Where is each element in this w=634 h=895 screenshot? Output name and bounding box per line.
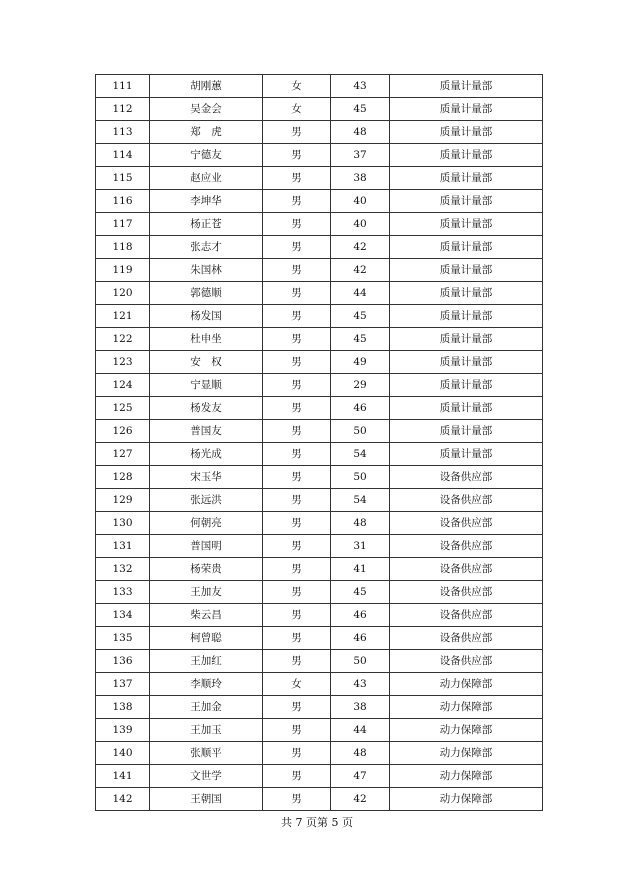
table-row bbox=[96, 305, 543, 328]
row-number-cell: 131 bbox=[96, 535, 150, 558]
gender-cell: 男 bbox=[263, 420, 331, 443]
table-row bbox=[96, 167, 543, 190]
name-cell: 普国明 bbox=[150, 535, 263, 558]
name-cell: 王加金 bbox=[150, 696, 263, 719]
table-row bbox=[96, 512, 543, 535]
row-number-cell: 120 bbox=[96, 282, 150, 305]
name-cell: 郑 虎 bbox=[150, 121, 263, 144]
department-cell: 设备供应部 bbox=[390, 604, 543, 627]
table-row bbox=[96, 742, 543, 765]
name-cell: 李坤华 bbox=[150, 190, 263, 213]
table-row bbox=[96, 351, 543, 374]
name-cell: 普国友 bbox=[150, 420, 263, 443]
department-cell: 质量计量部 bbox=[390, 351, 543, 374]
name-cell: 王朝国 bbox=[150, 788, 263, 811]
gender-cell: 男 bbox=[263, 581, 331, 604]
gender-cell: 女 bbox=[263, 673, 331, 696]
gender-cell: 女 bbox=[263, 75, 331, 98]
row-number-cell: 141 bbox=[96, 765, 150, 788]
name-cell: 杜申坐 bbox=[150, 328, 263, 351]
age-cell: 50 bbox=[331, 466, 390, 489]
table-row bbox=[96, 650, 543, 673]
gender-cell: 男 bbox=[263, 742, 331, 765]
name-cell: 宁德友 bbox=[150, 144, 263, 167]
department-cell: 动力保障部 bbox=[390, 765, 543, 788]
roster-table bbox=[95, 74, 543, 811]
name-cell: 李顺玲 bbox=[150, 673, 263, 696]
table-row bbox=[96, 328, 543, 351]
age-cell: 38 bbox=[331, 167, 390, 190]
age-cell: 29 bbox=[331, 374, 390, 397]
row-number-cell: 130 bbox=[96, 512, 150, 535]
row-number-cell: 132 bbox=[96, 558, 150, 581]
row-number-cell: 115 bbox=[96, 167, 150, 190]
table-row bbox=[96, 282, 543, 305]
department-cell: 动力保障部 bbox=[390, 788, 543, 811]
department-cell: 动力保障部 bbox=[390, 719, 543, 742]
name-cell: 宁显顺 bbox=[150, 374, 263, 397]
name-cell: 王加友 bbox=[150, 581, 263, 604]
table-row bbox=[96, 489, 543, 512]
table-row bbox=[96, 581, 543, 604]
gender-cell: 男 bbox=[263, 259, 331, 282]
age-cell: 48 bbox=[331, 742, 390, 765]
age-cell: 37 bbox=[331, 144, 390, 167]
name-cell: 胡刚蕙 bbox=[150, 75, 263, 98]
table-row bbox=[96, 397, 543, 420]
table-row bbox=[96, 75, 543, 98]
table-row bbox=[96, 788, 543, 811]
department-cell: 质量计量部 bbox=[390, 397, 543, 420]
age-cell: 47 bbox=[331, 765, 390, 788]
row-number-cell: 126 bbox=[96, 420, 150, 443]
name-cell: 宋玉华 bbox=[150, 466, 263, 489]
name-cell: 王加玉 bbox=[150, 719, 263, 742]
table-row bbox=[96, 213, 543, 236]
name-cell: 杨发国 bbox=[150, 305, 263, 328]
table-row bbox=[96, 719, 543, 742]
department-cell: 设备供应部 bbox=[390, 512, 543, 535]
name-cell: 何朝亮 bbox=[150, 512, 263, 535]
gender-cell: 男 bbox=[263, 236, 331, 259]
department-cell: 质量计量部 bbox=[390, 259, 543, 282]
gender-cell: 男 bbox=[263, 397, 331, 420]
department-cell: 质量计量部 bbox=[390, 213, 543, 236]
department-cell: 质量计量部 bbox=[390, 305, 543, 328]
age-cell: 46 bbox=[331, 627, 390, 650]
department-cell: 质量计量部 bbox=[390, 75, 543, 98]
table-row bbox=[96, 259, 543, 282]
age-cell: 50 bbox=[331, 650, 390, 673]
age-cell: 44 bbox=[331, 719, 390, 742]
age-cell: 54 bbox=[331, 489, 390, 512]
name-cell: 杨光成 bbox=[150, 443, 263, 466]
table-row bbox=[96, 443, 543, 466]
row-number-cell: 138 bbox=[96, 696, 150, 719]
name-cell: 安 权 bbox=[150, 351, 263, 374]
row-number-cell: 123 bbox=[96, 351, 150, 374]
name-cell: 吴金会 bbox=[150, 98, 263, 121]
gender-cell: 男 bbox=[263, 535, 331, 558]
gender-cell: 男 bbox=[263, 190, 331, 213]
row-number-cell: 118 bbox=[96, 236, 150, 259]
gender-cell: 男 bbox=[263, 788, 331, 811]
age-cell: 40 bbox=[331, 213, 390, 236]
age-cell: 43 bbox=[331, 75, 390, 98]
row-number-cell: 136 bbox=[96, 650, 150, 673]
gender-cell: 男 bbox=[263, 351, 331, 374]
gender-cell: 男 bbox=[263, 443, 331, 466]
gender-cell: 男 bbox=[263, 121, 331, 144]
age-cell: 31 bbox=[331, 535, 390, 558]
row-number-cell: 139 bbox=[96, 719, 150, 742]
department-cell: 动力保障部 bbox=[390, 742, 543, 765]
age-cell: 45 bbox=[331, 98, 390, 121]
row-number-cell: 122 bbox=[96, 328, 150, 351]
row-number-cell: 129 bbox=[96, 489, 150, 512]
gender-cell: 男 bbox=[263, 466, 331, 489]
department-cell: 质量计量部 bbox=[390, 98, 543, 121]
gender-cell: 男 bbox=[263, 719, 331, 742]
name-cell: 张远洪 bbox=[150, 489, 263, 512]
gender-cell: 男 bbox=[263, 167, 331, 190]
department-cell: 动力保障部 bbox=[390, 696, 543, 719]
name-cell: 文世学 bbox=[150, 765, 263, 788]
gender-cell: 男 bbox=[263, 305, 331, 328]
gender-cell: 男 bbox=[263, 512, 331, 535]
age-cell: 42 bbox=[331, 788, 390, 811]
department-cell: 设备供应部 bbox=[390, 466, 543, 489]
department-cell: 质量计量部 bbox=[390, 144, 543, 167]
name-cell: 杨正苍 bbox=[150, 213, 263, 236]
gender-cell: 男 bbox=[263, 489, 331, 512]
gender-cell: 男 bbox=[263, 650, 331, 673]
department-cell: 质量计量部 bbox=[390, 282, 543, 305]
name-cell: 赵应业 bbox=[150, 167, 263, 190]
table-row bbox=[96, 558, 543, 581]
department-cell: 设备供应部 bbox=[390, 558, 543, 581]
table-row bbox=[96, 98, 543, 121]
row-number-cell: 114 bbox=[96, 144, 150, 167]
gender-cell: 男 bbox=[263, 604, 331, 627]
gender-cell: 男 bbox=[263, 558, 331, 581]
gender-cell: 男 bbox=[263, 627, 331, 650]
age-cell: 45 bbox=[331, 581, 390, 604]
table-row bbox=[96, 121, 543, 144]
row-number-cell: 142 bbox=[96, 788, 150, 811]
row-number-cell: 112 bbox=[96, 98, 150, 121]
name-cell: 张志才 bbox=[150, 236, 263, 259]
row-number-cell: 121 bbox=[96, 305, 150, 328]
gender-cell: 男 bbox=[263, 765, 331, 788]
age-cell: 46 bbox=[331, 397, 390, 420]
department-cell: 质量计量部 bbox=[390, 443, 543, 466]
row-number-cell: 113 bbox=[96, 121, 150, 144]
table-row bbox=[96, 604, 543, 627]
row-number-cell: 119 bbox=[96, 259, 150, 282]
age-cell: 40 bbox=[331, 190, 390, 213]
department-cell: 质量计量部 bbox=[390, 236, 543, 259]
roster-body bbox=[96, 75, 543, 811]
row-number-cell: 140 bbox=[96, 742, 150, 765]
row-number-cell: 135 bbox=[96, 627, 150, 650]
table-row bbox=[96, 144, 543, 167]
table-row bbox=[96, 420, 543, 443]
gender-cell: 男 bbox=[263, 144, 331, 167]
age-cell: 54 bbox=[331, 443, 390, 466]
age-cell: 42 bbox=[331, 236, 390, 259]
row-number-cell: 127 bbox=[96, 443, 150, 466]
department-cell: 质量计量部 bbox=[390, 420, 543, 443]
age-cell: 48 bbox=[331, 512, 390, 535]
gender-cell: 女 bbox=[263, 98, 331, 121]
department-cell: 质量计量部 bbox=[390, 190, 543, 213]
department-cell: 质量计量部 bbox=[390, 121, 543, 144]
table-row bbox=[96, 236, 543, 259]
name-cell: 郭德顺 bbox=[150, 282, 263, 305]
row-number-cell: 133 bbox=[96, 581, 150, 604]
name-cell: 柴云昌 bbox=[150, 604, 263, 627]
row-number-cell: 137 bbox=[96, 673, 150, 696]
gender-cell: 男 bbox=[263, 374, 331, 397]
age-cell: 43 bbox=[331, 673, 390, 696]
department-cell: 动力保障部 bbox=[390, 673, 543, 696]
gender-cell: 男 bbox=[263, 696, 331, 719]
row-number-cell: 128 bbox=[96, 466, 150, 489]
name-cell: 王加红 bbox=[150, 650, 263, 673]
age-cell: 44 bbox=[331, 282, 390, 305]
name-cell: 朱国林 bbox=[150, 259, 263, 282]
name-cell: 柯曾聪 bbox=[150, 627, 263, 650]
row-number-cell: 111 bbox=[96, 75, 150, 98]
department-cell: 质量计量部 bbox=[390, 374, 543, 397]
department-cell: 设备供应部 bbox=[390, 581, 543, 604]
row-number-cell: 134 bbox=[96, 604, 150, 627]
table-row bbox=[96, 466, 543, 489]
row-number-cell: 116 bbox=[96, 190, 150, 213]
table-row bbox=[96, 673, 543, 696]
row-number-cell: 117 bbox=[96, 213, 150, 236]
age-cell: 41 bbox=[331, 558, 390, 581]
age-cell: 45 bbox=[331, 305, 390, 328]
gender-cell: 男 bbox=[263, 282, 331, 305]
department-cell: 质量计量部 bbox=[390, 328, 543, 351]
name-cell: 杨发友 bbox=[150, 397, 263, 420]
age-cell: 42 bbox=[331, 259, 390, 282]
table-row bbox=[96, 627, 543, 650]
page-footer: 共 7 页第 5 页 bbox=[281, 816, 353, 829]
row-number-cell: 125 bbox=[96, 397, 150, 420]
age-cell: 48 bbox=[331, 121, 390, 144]
age-cell: 46 bbox=[331, 604, 390, 627]
age-cell: 38 bbox=[331, 696, 390, 719]
department-cell: 质量计量部 bbox=[390, 167, 543, 190]
table-row bbox=[96, 696, 543, 719]
gender-cell: 男 bbox=[263, 328, 331, 351]
age-cell: 50 bbox=[331, 420, 390, 443]
gender-cell: 男 bbox=[263, 213, 331, 236]
name-cell: 张顺平 bbox=[150, 742, 263, 765]
department-cell: 设备供应部 bbox=[390, 535, 543, 558]
department-cell: 设备供应部 bbox=[390, 650, 543, 673]
age-cell: 49 bbox=[331, 351, 390, 374]
department-cell: 设备供应部 bbox=[390, 489, 543, 512]
name-cell: 杨荣贵 bbox=[150, 558, 263, 581]
row-number-cell: 124 bbox=[96, 374, 150, 397]
table-row bbox=[96, 765, 543, 788]
department-cell: 设备供应部 bbox=[390, 627, 543, 650]
age-cell: 45 bbox=[331, 328, 390, 351]
table-row bbox=[96, 190, 543, 213]
table-row bbox=[96, 535, 543, 558]
table-row bbox=[96, 374, 543, 397]
